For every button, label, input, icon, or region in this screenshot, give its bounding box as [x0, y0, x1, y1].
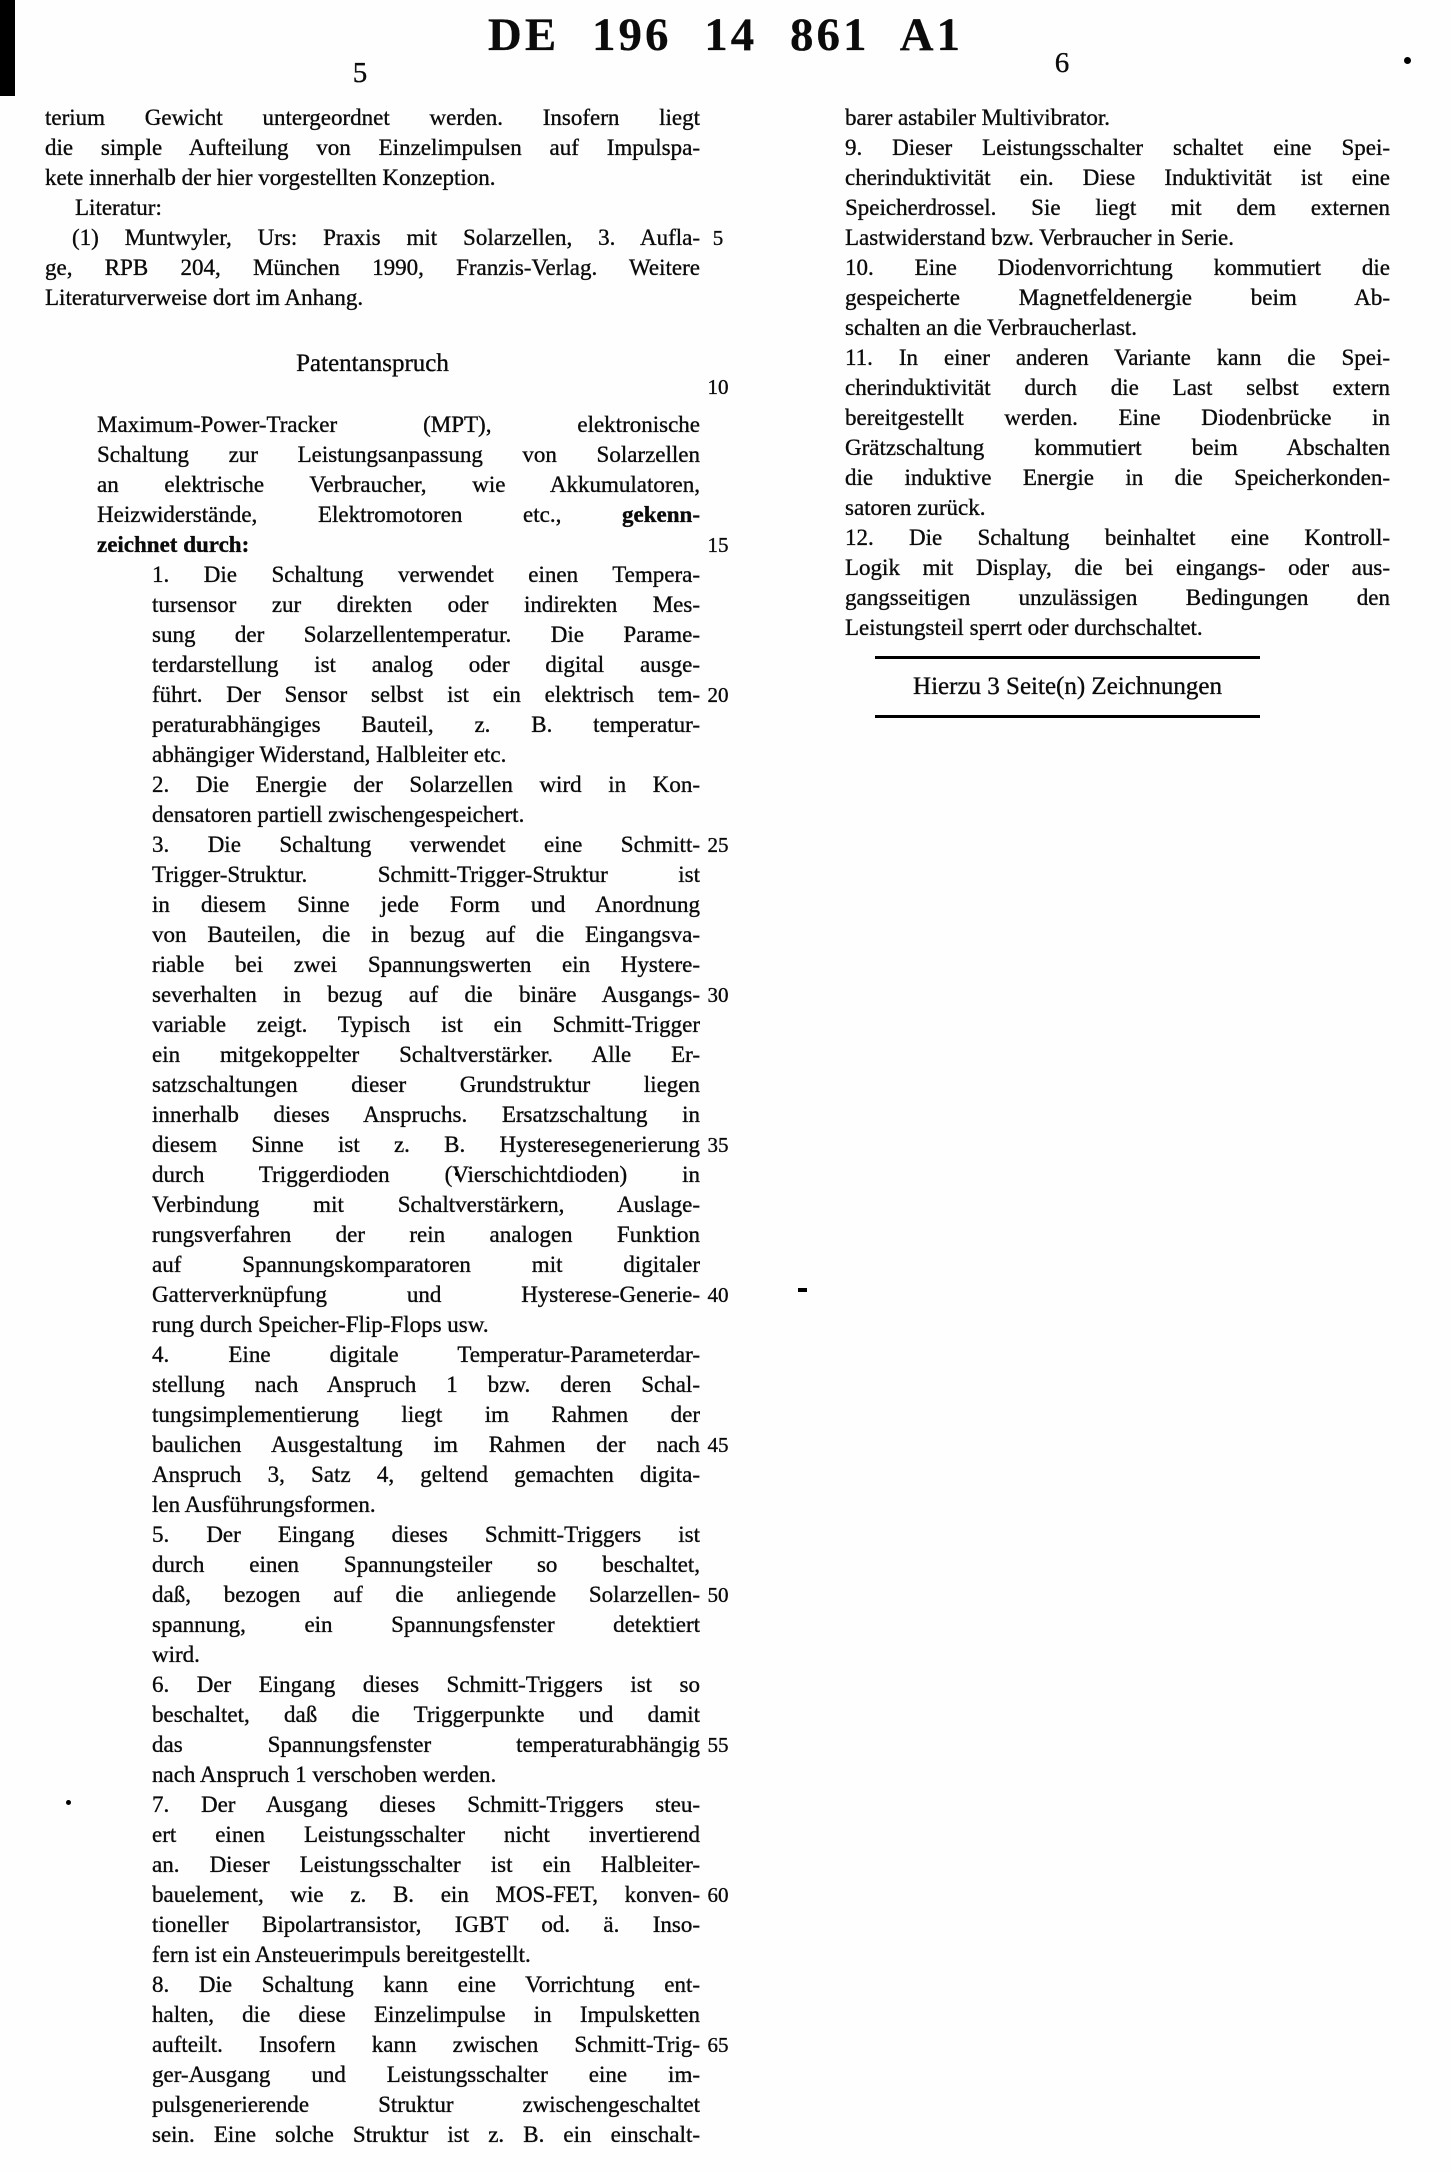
- text-line: das Spannungsfenster temperaturabhängig: [152, 1732, 700, 1757]
- text-line: Verbindung mit Schaltverstärkern, Auslage-: [152, 1192, 700, 1217]
- text-line: gangsseitigen unzulässigen Bedingungen den: [845, 585, 1390, 610]
- text-line: tungsimplementierung liegt im Rahmen der: [152, 1402, 700, 1427]
- text-line: kete innerhalb der hier vorgestellten Konzeption.: [45, 165, 496, 190]
- text-line: ge, RPB 204, München 1990, Franzis-Verlag. Weitere: [45, 255, 700, 280]
- line-number-35: 35: [707, 1133, 729, 1157]
- text-line: pulsgenerierende Struktur zwischengeschaltet: [152, 2092, 700, 2117]
- line-number-30: 30: [707, 983, 729, 1007]
- text-line: abhängiger Widerstand, Halbleiter etc.: [152, 742, 507, 767]
- text-line: 12. Die Schaltung beinhaltet eine Kontroll-: [845, 525, 1390, 550]
- text-line: tioneller Bipolartransistor, IGBT od. ä. Inso-: [152, 1912, 700, 1937]
- text-line: spannung, ein Spannungsfenster detektiert: [152, 1612, 700, 1637]
- text-line: densatoren partiell zwischengespeichert.: [152, 802, 525, 827]
- text-line: 1. Die Schaltung verwendet einen Tempera-: [152, 562, 700, 587]
- text-line: 2. Die Energie der Solarzellen wird in Kon-: [152, 772, 700, 797]
- claim-8: [152, 1970, 700, 2150]
- text-line: Lastwiderstand bzw. Verbraucher in Serie.: [845, 225, 1234, 250]
- text-line: peraturabhängiges Bauteil, z. B. temperatur-: [152, 712, 700, 737]
- text-line: variable zeigt. Typisch ist ein Schmitt-Trigger: [152, 1012, 700, 1037]
- claim-1: [152, 560, 700, 770]
- text-line: Literaturverweise dort im Anhang.: [45, 285, 364, 310]
- text-line: an. Dieser Leistungsschalter ist ein Halbleiter-: [152, 1852, 700, 1877]
- text-line: innerhalb dieses Anspruchs. Ersatzschaltung in: [152, 1102, 700, 1127]
- text-line: gespeicherte Magnetfeldenergie beim Ab-: [845, 285, 1390, 310]
- text-line: satoren zurück.: [845, 495, 986, 520]
- column-number-left: 5: [352, 57, 368, 89]
- text-line: ger-Ausgang und Leistungsschalter eine im-: [152, 2062, 700, 2087]
- text-line: an elektrische Verbraucher, wie Akkumulatoren,: [97, 472, 700, 497]
- text-line: 10. Eine Diodenvorrichtung kommutiert die: [845, 255, 1390, 280]
- text-line: 3. Die Schaltung verwendet eine Schmitt-: [152, 832, 700, 857]
- text-line: tursensor zur direkten oder indirekten Mes-: [152, 592, 700, 617]
- line-number-55: 55: [707, 1733, 729, 1757]
- text-line: Heizwiderstände, Elektromotoren etc., gekenn-: [97, 502, 700, 527]
- text-line: sein. Eine solche Struktur ist z. B. ein einschalt-: [152, 2122, 700, 2147]
- text-line: bereitgestellt werden. Eine Diodenbrücke in: [845, 405, 1390, 430]
- text-line: sung der Solarzellentemperatur. Die Parame-: [152, 622, 700, 647]
- text-line: rung durch Speicher-Flip-Flops usw.: [152, 1312, 489, 1337]
- claim-4: [152, 1340, 700, 1520]
- text-line: 9. Dieser Leistungsschalter schaltet eine Spei-: [845, 135, 1390, 160]
- scan-speck: [798, 1288, 807, 1292]
- line-number-25: 25: [707, 833, 729, 857]
- line-number-65: 65: [707, 2033, 729, 2057]
- left-continuation-paragraph: [45, 103, 700, 193]
- text-line: bauelement, wie z. B. ein MOS-FET, konven-: [152, 1882, 700, 1907]
- right-continuation-paragraph: [845, 103, 1390, 133]
- text-line: satzschaltungen dieser Grundstruktur liegen: [152, 1072, 700, 1097]
- text-line: zeichnet durch:: [97, 532, 250, 557]
- text-line: durch Triggerdioden (Vierschichtdioden) in: [152, 1162, 700, 1187]
- text-line: terium Gewicht untergeordnet werden. Insofern liegt: [45, 105, 700, 130]
- text-line: terdarstellung ist analog oder digital ausge-: [152, 652, 700, 677]
- literature-reference: [45, 223, 700, 313]
- text-line: Maximum-Power-Tracker (MPT), elektronische: [97, 412, 700, 437]
- text-line: ert einen Leistungsschalter nicht invertierend: [152, 1822, 700, 1847]
- text-line: baulichen Ausgestaltung im Rahmen der nach: [152, 1432, 700, 1457]
- text-line: aufteilt. Insofern kann zwischen Schmitt-Trig-: [152, 2032, 700, 2057]
- text-line: (1) Muntwyler, Urs: Praxis mit Solarzellen, 3. Aufla-: [72, 225, 700, 250]
- text-line: in diesem Sinne jede Form und Anordnung: [152, 892, 700, 917]
- claim-2: [152, 770, 700, 830]
- line-number-10: 10: [707, 375, 729, 399]
- text-line: cherinduktivität ein. Diese Induktivität ist eine: [845, 165, 1390, 190]
- text-line: Grätzschaltung kommutiert beim Abschalten: [845, 435, 1390, 460]
- text-line: von Bauteilen, die in bezug auf die Eingangsva-: [152, 922, 700, 947]
- text-line: len Ausführungsformen.: [152, 1492, 376, 1517]
- scan-speck: [66, 1800, 71, 1805]
- claim-10: [845, 253, 1390, 343]
- text-line: Literatur:: [75, 195, 162, 220]
- text-line: cherinduktivität durch die Last selbst extern: [845, 375, 1390, 400]
- claim-preamble: [97, 410, 700, 560]
- text-line: 11. In einer anderen Variante kann die Spei-: [845, 345, 1390, 370]
- line-number-15: 15: [707, 533, 729, 557]
- text-line: severhalten in bezug auf die binäre Ausgangs-: [152, 982, 700, 1007]
- text-line: diesem Sinne ist z. B. Hysteresegenerierung: [152, 1132, 700, 1157]
- text-line: Logik mit Display, die bei eingangs- oder aus-: [845, 555, 1390, 580]
- text-line: die simple Aufteilung von Einzelimpulsen auf Impulspa-: [45, 135, 700, 160]
- text-line: 8. Die Schaltung kann eine Vorrichtung ent-: [152, 1972, 700, 1997]
- literature-label: [75, 193, 375, 223]
- text-line: halten, die diese Einzelimpulse in Impulsketten: [152, 2002, 700, 2027]
- claim-11: [845, 343, 1390, 523]
- claim-6: [152, 1670, 700, 1790]
- claim-12: [845, 523, 1390, 643]
- text-line: daß, bezogen auf die anliegende Solarzellen-: [152, 1582, 700, 1607]
- text-line: Anspruch 3, Satz 4, geltend gemachten digita-: [152, 1462, 700, 1487]
- claim-9: [845, 133, 1390, 253]
- text-line: rungsverfahren der rein analogen Funktion: [152, 1222, 700, 1247]
- text-line: nach Anspruch 1 verschoben werden.: [152, 1762, 497, 1787]
- line-number-20: 20: [707, 683, 729, 707]
- text-line: Trigger-Struktur. Schmitt-Trigger-Struktur ist: [152, 862, 700, 887]
- line-number-45: 45: [707, 1433, 729, 1457]
- line-number-40: 40: [707, 1283, 729, 1307]
- line-number-5: 5: [712, 226, 724, 250]
- claims-heading: Patentanspruch: [296, 350, 449, 377]
- text-line: ein mitgekoppelter Schaltverstärker. Alle Er-: [152, 1042, 700, 1067]
- text-line: beschaltet, daß die Triggerpunkte und damit: [152, 1702, 700, 1727]
- text-line: durch einen Spannungsteiler so beschaltet,: [152, 1552, 700, 1577]
- text-line: Speicherdrossel. Sie liegt mit dem externen: [845, 195, 1390, 220]
- text-line: 4. Eine digitale Temperatur-Parameterdar-: [152, 1342, 700, 1367]
- text-line: Schaltung zur Leistungsanpassung von Solarzellen: [97, 442, 700, 467]
- text-line: fern ist ein Ansteuerimpuls bereitgestellt.: [152, 1942, 531, 1967]
- text-line: 6. Der Eingang dieses Schmitt-Triggers ist so: [152, 1672, 700, 1697]
- text-line: schalten an die Verbraucherlast.: [845, 315, 1138, 340]
- text-line: riable bei zwei Spannungswerten ein Hystere-: [152, 952, 700, 977]
- drawings-note: Hierzu 3 Seite(n) Zeichnungen: [875, 656, 1260, 718]
- text-line: führt. Der Sensor selbst ist ein elektrisch tem-: [152, 682, 700, 707]
- text-line: auf Spannungskomparatoren mit digitaler: [152, 1252, 700, 1277]
- text-line: stellung nach Anspruch 1 bzw. deren Schal-: [152, 1372, 700, 1397]
- text-line: 7. Der Ausgang dieses Schmitt-Triggers steu-: [152, 1792, 700, 1817]
- text-line: Gatterverknüpfung und Hysterese-Generie-: [152, 1282, 700, 1307]
- claim-7: [152, 1790, 700, 1970]
- line-number-60: 60: [707, 1883, 729, 1907]
- publication-number: DE 196 14 861 A1: [487, 9, 964, 61]
- column-number-right: 6: [1054, 47, 1070, 79]
- line-number-50: 50: [707, 1583, 729, 1607]
- text-line: Leistungsteil sperrt oder durchschaltet.: [845, 615, 1203, 640]
- text-line: barer astabiler Multivibrator.: [845, 105, 1111, 130]
- text-line: wird.: [152, 1642, 200, 1667]
- text-line: die induktive Energie in die Speicherkonden-: [845, 465, 1390, 490]
- text-line: 5. Der Eingang dieses Schmitt-Triggers ist: [152, 1522, 700, 1547]
- claim-5: [152, 1520, 700, 1670]
- claim-3: [152, 830, 700, 1340]
